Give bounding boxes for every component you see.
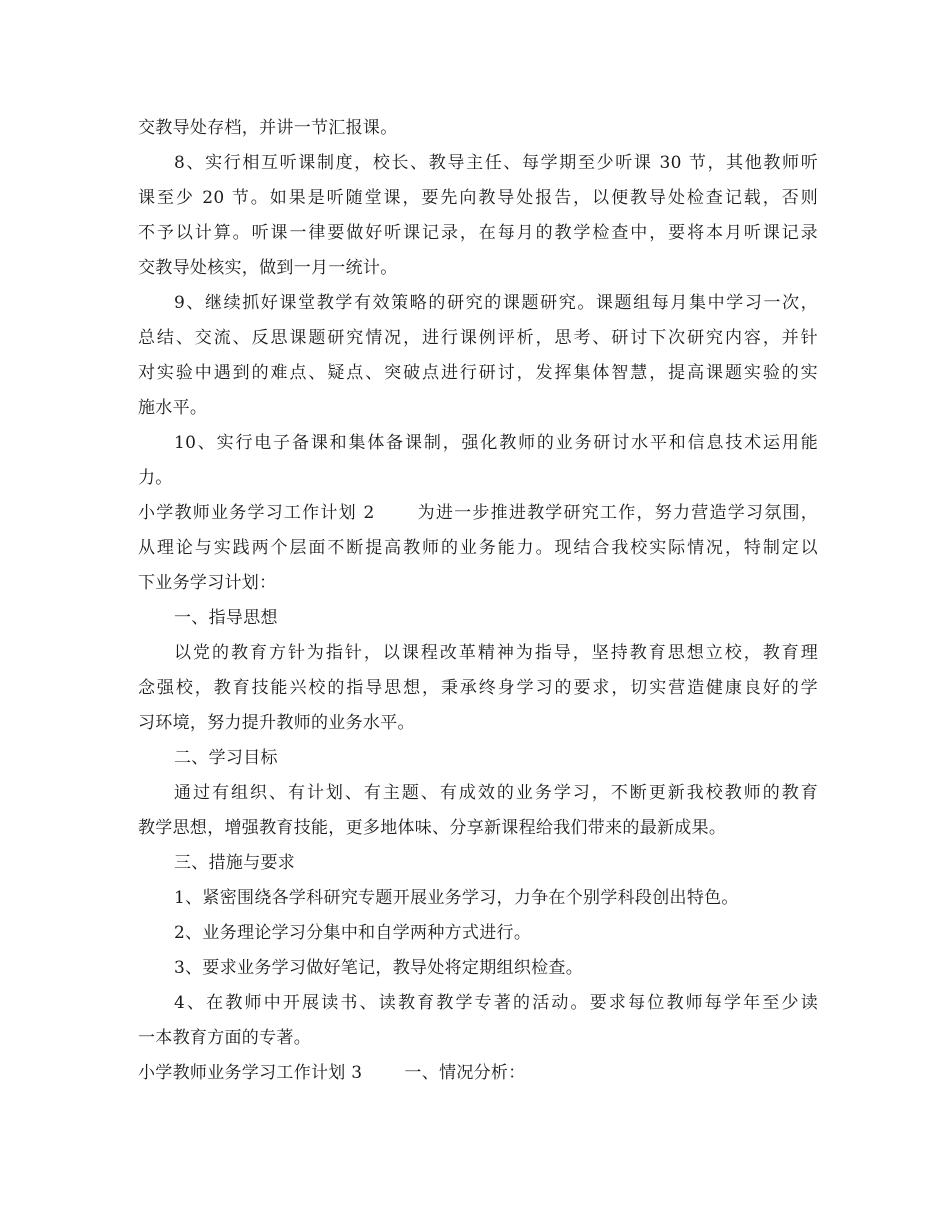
line-text: 交教导处存档，并讲一节汇报课。 <box>138 118 398 138</box>
line-text: 为进一步推进教学研究工作，努力营造学习氛围， <box>416 503 818 523</box>
paragraph-line <box>138 951 818 986</box>
section-heading-line <box>138 496 818 531</box>
line-text: 一本教育方面的专著。 <box>138 1028 311 1048</box>
line-text: 下业务学习计划： <box>138 573 277 593</box>
section-title: 小学教师业务学习工作计划 3 <box>138 1063 363 1083</box>
line-text: 以党的教育方针为指针，以课程改革精神为指导，坚持教育思想立校，教育理 <box>174 643 818 663</box>
line-text: 施水平。 <box>138 398 208 418</box>
line-text: 不予以计算。听课一律要做好听课记录，在每月的教学检查中，要将本月听课记录 <box>138 223 818 243</box>
line-text: 9、继续抓好课堂教学有效策略的研究的课题研究。课题组每月集中学习一次， <box>174 293 818 313</box>
paragraph-line <box>138 286 818 321</box>
paragraph-line <box>138 321 818 356</box>
paragraph-line <box>138 356 818 391</box>
line-text: 三、措施与要求 <box>174 853 296 873</box>
paragraph-line <box>138 986 818 1021</box>
line-text: 一、情况分析： <box>404 1063 526 1083</box>
line-text: 二、学习目标 <box>174 748 278 768</box>
paragraph-line <box>138 741 818 776</box>
paragraph-line <box>138 146 818 181</box>
paragraph-line <box>138 1021 818 1056</box>
paragraph-line <box>138 671 818 706</box>
paragraph-line <box>138 881 818 916</box>
paragraph-line <box>138 216 818 251</box>
paragraph-line <box>138 776 818 811</box>
paragraph-line <box>138 391 818 426</box>
line-text: 课至少 20 节。如果是听随堂课，要先向教导处报告，以便教导处检查记载，否则 <box>138 188 818 208</box>
section-heading-line <box>138 1056 818 1091</box>
paragraph-line <box>138 426 818 461</box>
section-title: 小学教师业务学习工作计划 2 <box>138 503 375 523</box>
paragraph-line <box>138 636 818 671</box>
paragraph-line <box>138 181 818 216</box>
line-text: 2、业务理论学习分集中和自学两种方式进行。 <box>174 923 532 943</box>
paragraph-line <box>138 531 818 566</box>
line-text: 从理论与实践两个层面不断提高教师的业务能力。现结合我校实际情况，特制定以 <box>138 538 818 558</box>
line-text: 力。 <box>138 468 173 488</box>
line-text: 教学思想，增强教育技能，更多地体味、分享新课程给我们带来的最新成果。 <box>138 818 727 838</box>
line-text: 总结、交流、反思课题研究情况，进行课例评析，思考、研讨下次研究内容，并针 <box>138 328 818 348</box>
paragraph-line <box>138 706 818 741</box>
line-text: 10、实行电子备课和集体备课制，强化教师的业务研讨水平和信息技术运用能 <box>174 433 818 453</box>
line-text: 念强校，教育技能兴校的指导思想，秉承终身学习的要求，切实营造健康良好的学 <box>138 678 818 698</box>
line-text: 3、要求业务学习做好笔记，教导处将定期组织检查。 <box>174 958 584 978</box>
line-text: 一、指导思想 <box>174 608 278 628</box>
document-page <box>138 111 818 1091</box>
line-text: 8、实行相互听课制度，校长、教导主任、每学期至少听课 30 节，其他教师听 <box>174 153 818 173</box>
paragraph-line <box>138 811 818 846</box>
line-text: 交教导处核实，做到一月一统计。 <box>138 258 398 278</box>
line-text: 通过有组织、有计划、有主题、有成效的业务学习，不断更新我校教师的教育 <box>174 783 818 803</box>
paragraph-line <box>138 916 818 951</box>
line-text: 4、在教师中开展读书、读教育教学专著的活动。要求每位教师每学年至少读 <box>174 993 818 1013</box>
paragraph-line <box>138 461 818 496</box>
line-text: 习环境，努力提升教师的业务水平。 <box>138 713 415 733</box>
line-text: 1、紧密围绕各学科研究专题开展业务学习，力争在个别学科段创出特色。 <box>174 888 739 908</box>
paragraph-line <box>138 251 818 286</box>
line-text: 对实验中遇到的难点、疑点、突破点进行研讨，发挥集体智慧，提高课题实验的实 <box>138 363 818 383</box>
paragraph-line <box>138 846 818 881</box>
paragraph-line <box>138 111 818 146</box>
paragraph-line <box>138 566 818 601</box>
paragraph-line <box>138 601 818 636</box>
